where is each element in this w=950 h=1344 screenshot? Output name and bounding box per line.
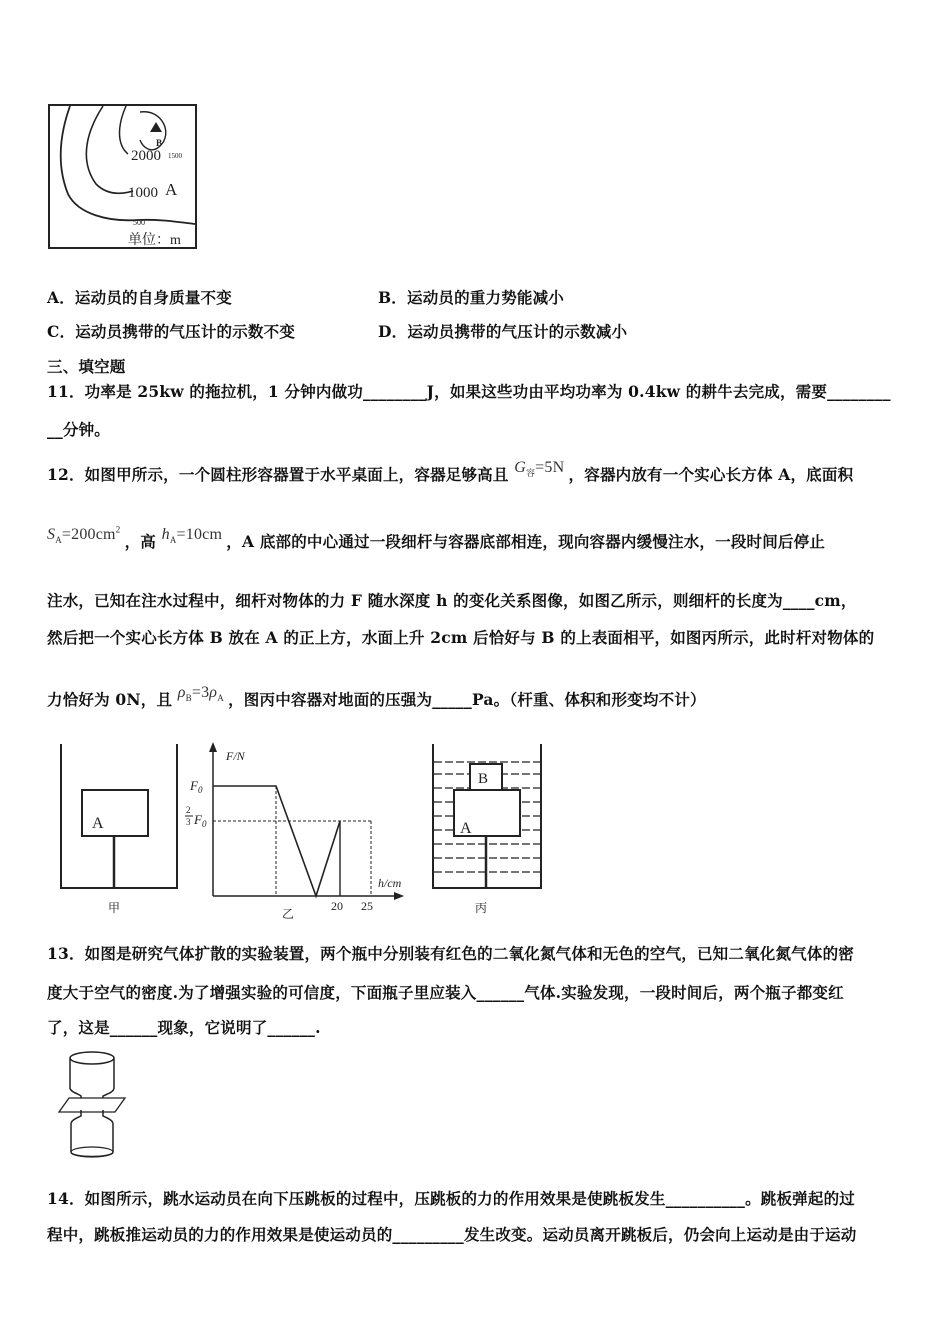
bing-caption: 丙 xyxy=(475,901,488,915)
q12-line-2-text: ，A 底部的中心通过一段细杆与容器底部相连，现向容器内缓慢注水，一段时间后停止 xyxy=(226,532,826,551)
contour-label-1500: 1500 xyxy=(168,152,182,160)
q14-line-2: 程中，跳板推运动员的力的作用效果是使运动员的_________发生改变。运动员离开跳板后，仍会向上运动是由于运动 xyxy=(47,1225,857,1244)
figure-bing-svg xyxy=(430,742,545,917)
frac-den: 3 xyxy=(186,817,191,827)
q13-line-3: 了，这是______现象，它说明了______. xyxy=(47,1018,321,1037)
y-axis-arrow-icon xyxy=(209,742,217,752)
bing-block-b-label: B xyxy=(478,771,489,787)
formula-h-symbol: h xyxy=(161,526,170,543)
q13-line-1: 13．如图是研究气体扩散的实验装置，两个瓶中分别装有红色的二氧化氮气体和无色的空气，已知二氧化氮气体的密 xyxy=(47,944,854,963)
formula-g-container xyxy=(514,459,568,479)
contour-label-2000: 2000 xyxy=(131,148,161,164)
q12-line-2 xyxy=(47,524,826,553)
q14-line-1: 14．如图所示，跳水运动员在向下压跳板的过程中，压跳板的力的作用效果是使跳板发生__________。跳板弹起的过 xyxy=(47,1189,855,1208)
point-b-label: B xyxy=(156,138,163,148)
formula-rho-a: ρ xyxy=(209,684,218,701)
unit-label: 单位：m xyxy=(128,233,181,248)
formula-g-symbol: G xyxy=(514,459,526,476)
q10-option-c: C．运动员携带的气压计的示数不变 xyxy=(47,322,296,341)
glass-plate xyxy=(59,1098,125,1112)
q12-line-1 xyxy=(47,459,854,487)
formula-s-sup: 2 xyxy=(115,524,121,535)
formula-density xyxy=(177,684,228,704)
contour-2000 xyxy=(120,106,129,154)
contour-label-500: 500 xyxy=(133,218,145,227)
contour-map-svg xyxy=(48,104,198,250)
formula-s-symbol: S xyxy=(47,526,56,543)
q12-line-5b: ，图丙中容器对地面的压强为_____Pa。（杆重、体积和形变均不计） xyxy=(228,690,706,709)
formula-h-sub: A xyxy=(169,535,177,546)
formula-rho-b-sub: B xyxy=(185,693,192,704)
contour-map-figure xyxy=(48,104,198,250)
contour-1000 xyxy=(86,106,133,193)
two-thirds-f0-label: $F_0$ xyxy=(194,812,207,829)
frac-num: 2 xyxy=(186,805,191,815)
x-axis-arrow-icon xyxy=(394,892,404,900)
diffusion-bottles-figure xyxy=(55,1048,135,1163)
formula-h-height xyxy=(161,526,227,546)
q12-line-5 xyxy=(47,684,706,711)
point-a-label: A xyxy=(165,180,178,199)
tick-25: 25 xyxy=(361,899,373,913)
q12-line-3: 注水，已知在注水过程中，细杆对物体的力 F 随水深度 h 的变化关系图像，如图乙所示，则细杆的长度为____cm， xyxy=(47,591,857,610)
formula-h-value: =10cm xyxy=(176,526,223,543)
top-bottle-rim xyxy=(70,1052,114,1064)
figure-yi-graph xyxy=(182,740,412,920)
q12-comma-height: ，高 xyxy=(124,532,156,551)
q12-line-1b: ，容器内放有一个实心长方体 A，底面积 xyxy=(568,465,854,484)
q10-option-b: B．运动员的重力势能减小 xyxy=(378,288,565,307)
formula-rho-eq: =3 xyxy=(191,684,210,701)
formula-g-value: =5N xyxy=(535,459,565,476)
figure-jia-svg xyxy=(58,742,180,917)
q12-line-5a: 力恰好为 0N，且 xyxy=(47,690,173,709)
formula-s-value: =200cm xyxy=(61,526,116,543)
figure-jia xyxy=(58,742,180,917)
x-axis-label: h/cm xyxy=(378,876,402,890)
bottom-bottle-base xyxy=(71,1147,113,1157)
formula-s-sub: A xyxy=(55,535,62,546)
formula-rho-b: ρ xyxy=(177,684,186,701)
section-title: 三、填空题 xyxy=(47,357,126,376)
q13-line-2: 度大于空气的密度.为了增强实验的可信度，下面瓶子里应装入______气体.实验发现，一段时间后，两个瓶子都变红 xyxy=(47,983,844,1002)
y-axis-label: F/N xyxy=(226,749,245,763)
formula-s-area xyxy=(47,524,125,546)
q12-line-4: 然后把一个实心长方体 B 放在 A 的正上方，水面上升 2cm 后恰好与 B 的上表面相平，如图丙所示，此时杆对物体的 xyxy=(47,628,875,647)
q11-line-1: 11．功率是 25kw 的拖拉机，1 分钟内做功________J，如果这些功由平均功率为 0.4kw 的耕牛去完成，需要________ xyxy=(47,382,891,401)
f0-label: $F_0$ xyxy=(190,778,203,795)
map-border xyxy=(49,105,196,248)
contour-label-1000: 1000 xyxy=(128,185,158,201)
tick-20: 20 xyxy=(331,899,343,913)
figure-yi-svg xyxy=(182,740,412,920)
jia-block-a-label: A xyxy=(92,815,104,832)
bing-block-a-label: A xyxy=(460,820,472,837)
peak-triangle-icon xyxy=(150,122,162,132)
contour-500 xyxy=(61,106,195,224)
formula-g-sub: 容 xyxy=(525,468,536,479)
formula-rho-a-sub: A xyxy=(217,693,224,704)
q12-line-1a: 12．如图甲所示，一个圆柱形容器置于水平桌面上，容器足够高且 xyxy=(47,465,509,484)
jia-caption: 甲 xyxy=(108,901,121,915)
bottles-svg xyxy=(55,1048,135,1163)
bottom-bottle-body xyxy=(71,1110,113,1157)
q10-option-d: D．运动员携带的气压计的示数减小 xyxy=(378,322,628,341)
q10-option-a: A．运动员的自身质量不变 xyxy=(47,288,232,307)
top-bottle-body xyxy=(70,1058,114,1104)
yi-caption: 乙 xyxy=(282,907,295,920)
q11-line-2: __分钟。 xyxy=(47,420,111,439)
figure-bing xyxy=(430,742,545,917)
